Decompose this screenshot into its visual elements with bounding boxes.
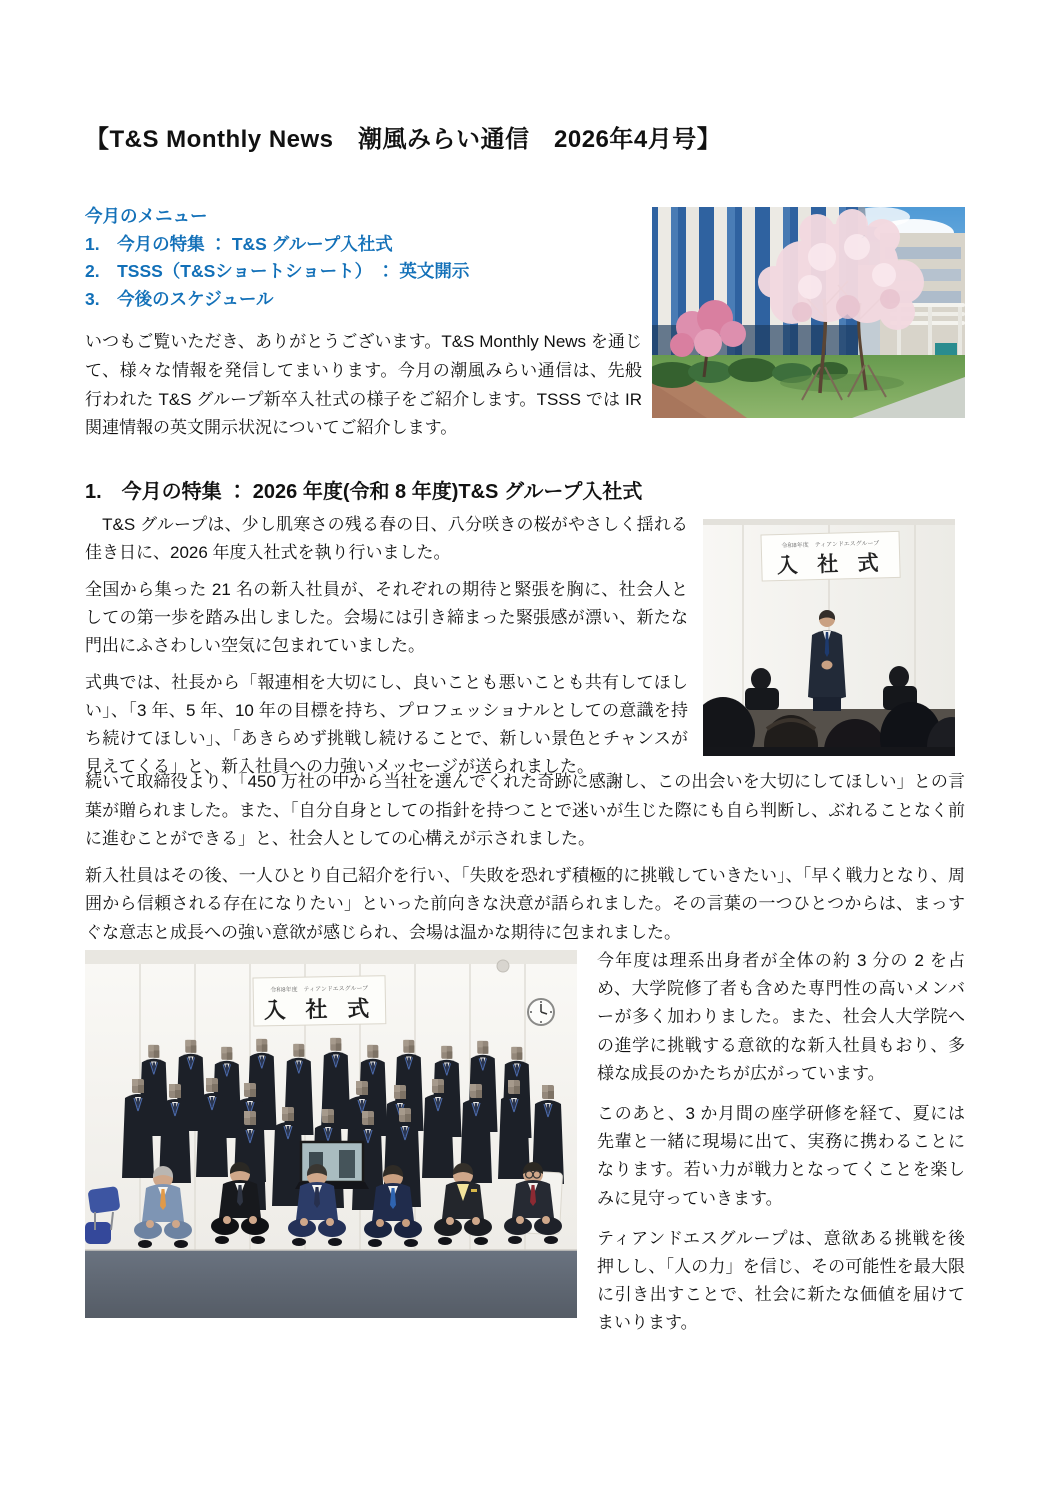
section1-column	[85, 511, 688, 781]
wall-clock	[528, 999, 554, 1025]
section1-paragraph: T&S グループは、少し肌寒さの残る春の日、八分咲きの桜がやさしく揺れる佳き日に、2026 年度入社式を執り行いました。	[85, 515, 688, 562]
menu-item-2: 2. TSSS（T&Sショートショート） ： 英文開示	[85, 261, 470, 281]
monthly-menu	[85, 203, 469, 313]
banner-main-text: 入 社 式	[263, 995, 376, 1024]
section1-paragraph: ティアンドエスグループは、意欲ある挑戦を後押しし、「人の力」を信じ、その可能性を最大限に引き出すことで、社会に新たな価値を届けてまいります。	[597, 1228, 965, 1333]
menu-item-1: 1. 今月の特集 ： T&S グループ入社式	[85, 233, 393, 254]
page-title: 【T&S Monthly News 潮風みらい通信 2026年4月号】	[85, 126, 722, 153]
section1-right-column	[597, 947, 965, 1338]
intro-paragraph: いつもご覧いただき、ありがとうございます。T&S Monthly News を通じて、様々な情報を発信してまいります。今月の潮風みらい通信は、先般行われた T&S グループ新卒入社式の様子をご紹介します。TSSS では IR 関連情報の英文開示状況についてご紹介します。	[85, 332, 642, 438]
section1-full-width	[85, 768, 965, 947]
teal-sign	[935, 343, 957, 355]
campus-cherry-blossom-photo	[652, 207, 965, 418]
group-commemorative-photo	[85, 950, 577, 1318]
banner-small-text: 令和8年度 ティアンドエスグループ	[270, 985, 369, 994]
section1-paragraph: このあと、3 か月間の座学研修を経て、夏には先輩と一緒に現場に出て、実務に携わることになります。若い力が戦力となってくことを楽しみに見守っていきます。	[597, 1104, 965, 1208]
banner-small-text: 令和8年度 ティアンドエスグループ	[781, 540, 880, 550]
section1-paragraph: 続いて取締役より、「450 万社の中から当社を選んでくれた奇跡に感謝し、この出会いを大切にしてほしい」との言葉が贈られました。また、「自分自身としての指針を持つことで迷いが生じた際にも自ら判断し、ぶれることなく前に進むことができる」と、社会人としての心構えが示されました。	[85, 772, 965, 848]
carpet	[85, 1250, 577, 1318]
campus-photo-illustration	[652, 207, 965, 418]
section1-paragraph: 式典では、社長から「報連相を大切にし、良いことも悪いことも共有してほしい」、「3 年、5 年、10 年の目標を持ち、プロフェッショナルとしての意識を持ち続けてほしい」、「あきらめず挑戦し続けることで、新しい景色とチャンスが見えてくる」と、新入社員への力強いメッセージが送られました。	[85, 673, 688, 776]
section1-paragraph: 新入社員はその後、一人ひとり自己紹介を行い、「失敗を恐れず積極的に挑戦していきたい」、「早く戦力となり、周囲から信頼される存在になりたい」といった前向きな決意が語られました。その言葉の一つひとつからは、まっすぐな意志と成長への強い意欲が感じられ、会場は温かな期待に包まれました。	[85, 865, 965, 942]
section1-heading: 1. 今月の特集 ： 2026 年度(令和 8 年度)T&S グループ入社式	[85, 481, 643, 503]
ceremony-banner	[253, 976, 386, 1026]
ceremony-speech-photo	[703, 519, 955, 756]
ceiling-vent	[497, 960, 509, 972]
section1-paragraph: 今年度は理系出身者が全体の約 3 分の 2 を占め、大学院修了者も含めた専門性の高いメンバーが多く加わりました。また、社会人大学院への進学に挑戦する意欲的な新入社員もおり、多様な成長のかたちが広がっています。	[597, 951, 965, 1083]
section1-paragraph: 全国から集った 21 名の新入社員が、それぞれの期待と緊張を胸に、社会人としての第一歩を踏み出しました。会場には引き締まった緊張感が漂い、新たな門出にふさわしい空気に包まれていました。	[85, 580, 688, 655]
ceremony-photo-illustration	[703, 519, 955, 756]
remote-participants-laptop	[295, 1142, 369, 1189]
menu-item-3: 3. 今後のスケジュール	[85, 288, 274, 309]
menu-heading: 今月のメニュー	[85, 206, 208, 226]
banner-main-text: 入 社 式	[776, 549, 885, 578]
ceremony-banner	[761, 531, 900, 581]
group-photo-illustration	[85, 950, 577, 1318]
